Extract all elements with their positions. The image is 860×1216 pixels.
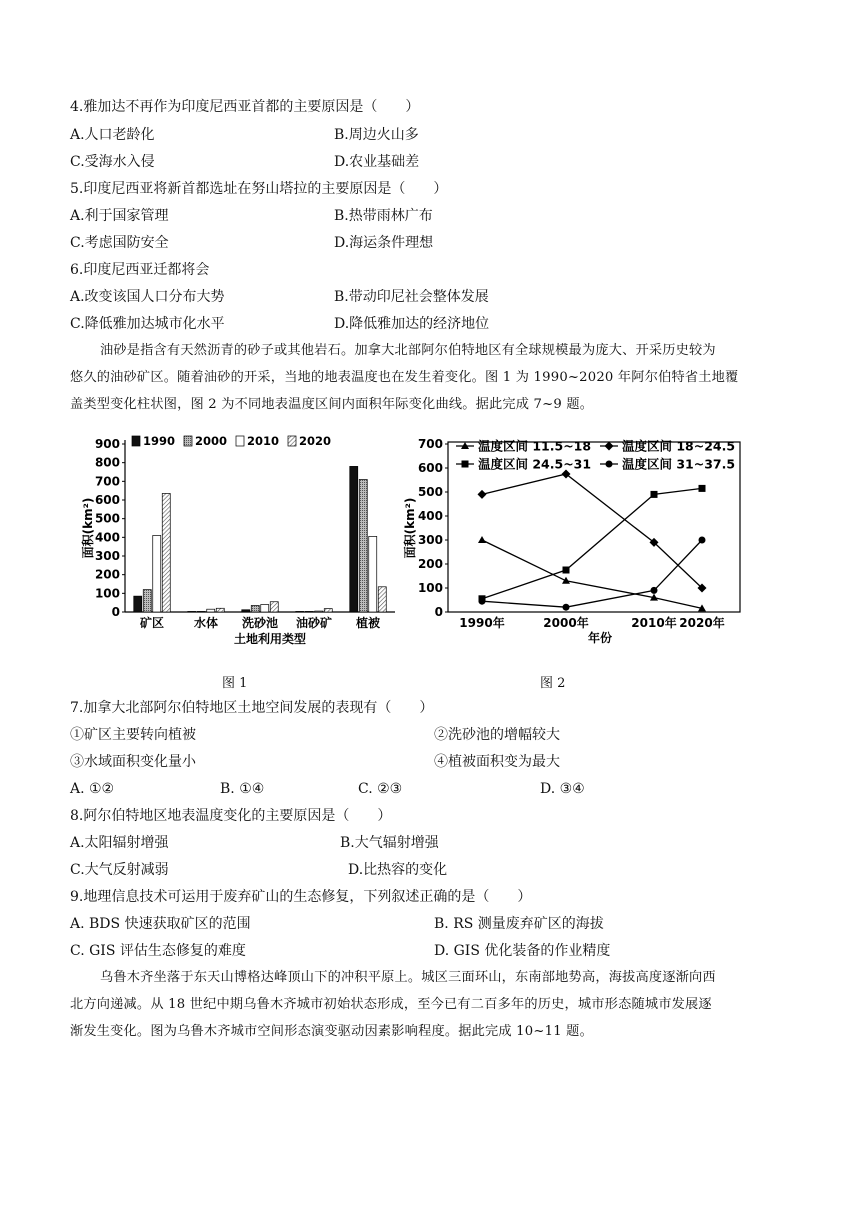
q5-option-c: C.考虑国防安全 xyxy=(70,235,169,251)
y-axis-label: 面积(km²) xyxy=(403,497,417,559)
legend-swatch xyxy=(132,436,140,446)
y-tick-label: 0 xyxy=(111,605,120,619)
y-tick-label: 300 xyxy=(417,533,443,547)
q9-option-d: D. GIS 优化装备的作业精度 xyxy=(434,943,611,959)
x-tick-label: 2010年 xyxy=(631,616,677,630)
bar xyxy=(134,596,142,612)
q4-option-d: D.农业基础差 xyxy=(334,154,420,170)
q7-statement-4: ④植被面积变为最大 xyxy=(434,754,560,770)
square-marker xyxy=(563,567,570,574)
q8-option-d: D.比热容的变化 xyxy=(348,862,448,878)
q8-option-c: C.大气反射减弱 xyxy=(70,862,169,878)
legend-label: 2000 xyxy=(195,434,228,448)
q8-option-b: B.大气辐射增强 xyxy=(340,835,439,851)
x-axis-label: 土地利用类型 xyxy=(233,632,307,646)
q8-option-a: A.太阳辐射增强 xyxy=(70,835,169,851)
y-tick-label: 100 xyxy=(94,586,120,601)
series-line xyxy=(482,474,702,588)
diamond-marker xyxy=(478,490,487,499)
q4-option-b: B.周边火山多 xyxy=(334,127,419,143)
y-tick-label: 0 xyxy=(434,605,443,619)
q9-stem: 9.地理信息技术可运用于废弃矿山的生态修复，下列叙述正确的是（ ） xyxy=(70,889,532,905)
bar xyxy=(251,605,259,612)
bar xyxy=(378,587,386,612)
bar xyxy=(197,611,205,612)
passage1-line2: 悠久的油砂矿区。随着油砂的开采，当地的地表温度也在发生着变化。图 1 为 1990~2020 年阿尔伯特省土地覆 xyxy=(70,370,739,385)
passage1-line1: 油砂是指含有天然沥青的砂子或其他岩石。加拿大北部阿尔伯特地区有全球规模最为庞大、开采历史较为 xyxy=(100,343,716,358)
bar xyxy=(305,611,313,612)
circle-marker xyxy=(699,537,706,544)
q9-option-b: B. RS 测量废弃矿区的海拔 xyxy=(434,916,604,932)
q7-option-d: D. ③④ xyxy=(540,781,585,797)
square-marker xyxy=(699,485,706,492)
y-axis-label: 面积(km²) xyxy=(81,497,95,559)
series-line xyxy=(482,540,702,607)
bar xyxy=(153,535,161,612)
bar xyxy=(216,608,224,612)
figure1-bar-chart xyxy=(70,432,400,652)
q7-statement-3: ③水域面积变化量小 xyxy=(70,754,196,770)
q5-option-b: B.热带雨林广布 xyxy=(334,208,433,224)
legend-label: 2020 xyxy=(299,434,332,448)
y-tick-label: 400 xyxy=(94,530,120,545)
q7-stem: 7.加拿大北部阿尔伯特地区土地空间发展的表现有（ ） xyxy=(70,700,434,716)
x-tick-label: 1990年 xyxy=(459,616,505,630)
q7-option-a: A. ①② xyxy=(70,781,115,797)
x-tick-label: 油砂矿 xyxy=(295,616,333,630)
circle-marker xyxy=(606,461,613,468)
passage2-line2: 北方向递减。从 18 世纪中期乌鲁木齐城市初始状态形成，至今已有二百多年的历史，城市形态随城市发展逐 xyxy=(70,997,712,1012)
x-tick-label: 水体 xyxy=(193,616,219,630)
legend-swatch xyxy=(288,436,296,446)
x-tick-label: 洗砂池 xyxy=(241,616,279,630)
q9-option-c: C. GIS 评估生态修复的难度 xyxy=(70,943,246,959)
q6-option-c: C.降低雅加达城市化水平 xyxy=(70,316,225,332)
passage1-line3: 盖类型变化柱状图，图 2 为不同地表温度区间内面积年际变化曲线。据此完成 7~9 题。 xyxy=(70,397,594,412)
bar xyxy=(315,611,323,612)
q6-option-d: D.降低雅加达的经济地位 xyxy=(334,316,490,332)
q4-option-a: A.人口老龄化 xyxy=(70,127,155,143)
square-marker xyxy=(462,461,469,468)
y-tick-label: 600 xyxy=(417,461,443,475)
q7-option-c: C. ②③ xyxy=(358,781,403,797)
passage2-line3: 渐发生变化。图为乌鲁木齐城市空间形态演变驱动因素影响程度。据此完成 10~11 题。 xyxy=(70,1024,593,1039)
legend-label: 2010 xyxy=(247,434,280,448)
bar xyxy=(324,609,332,612)
bar xyxy=(188,611,196,612)
x-axis-label: 年份 xyxy=(587,631,613,645)
circle-marker xyxy=(651,587,658,594)
legend-swatch xyxy=(236,436,244,446)
legend-label: 温度区间 18~24.5 xyxy=(622,438,736,454)
q6-option-a: A.改变该国人口分布大势 xyxy=(70,289,225,305)
diamond-marker xyxy=(605,442,614,451)
legend-label: 温度区间 11.5~18 xyxy=(478,438,592,454)
q7-statement-1: ①矿区主要转向植被 xyxy=(70,727,196,743)
figure1-caption: 图 1 xyxy=(222,676,248,691)
q5-option-a: A.利于国家管理 xyxy=(70,208,169,224)
bar xyxy=(143,590,151,612)
q5-stem: 5.印度尼西亚将新首都选址在努山塔拉的主要原因是（ ） xyxy=(70,181,448,197)
circle-marker xyxy=(479,598,486,605)
y-tick-label: 400 xyxy=(417,509,443,523)
q7-statement-2: ②洗砂池的增幅较大 xyxy=(434,727,560,743)
triangle-marker xyxy=(562,577,570,584)
x-tick-label: 植被 xyxy=(355,616,381,630)
series-line xyxy=(482,488,702,598)
x-tick-label: 矿区 xyxy=(139,616,165,630)
y-tick-label: 200 xyxy=(417,557,443,571)
bar xyxy=(369,536,377,612)
passage2-line1: 乌鲁木齐坐落于东天山博格达峰顶山下的冲积平原上。城区三面环山，东南部地势高，海拔高度逐渐向西 xyxy=(100,970,716,985)
bar xyxy=(242,610,250,612)
legend-label: 1990 xyxy=(143,434,176,448)
bar xyxy=(350,466,358,612)
q7-option-b: B. ①④ xyxy=(220,781,265,797)
figure2-line-chart xyxy=(400,432,750,652)
q4-stem: 4.雅加达不再作为印度尼西亚首都的主要原因是（ ） xyxy=(70,99,420,115)
y-tick-label: 100 xyxy=(417,581,443,595)
y-tick-label: 800 xyxy=(94,455,120,470)
q5-option-d: D.海运条件理想 xyxy=(334,235,434,251)
legend-label: 温度区间 31~37.5 xyxy=(622,456,736,472)
circle-marker xyxy=(563,604,570,611)
q8-stem: 8.阿尔伯特地区地表温度变化的主要原因是（ ） xyxy=(70,808,392,824)
bar xyxy=(261,605,269,612)
legend-swatch xyxy=(184,436,192,446)
bar xyxy=(359,479,367,612)
bar xyxy=(270,602,278,612)
figure2-caption: 图 2 xyxy=(540,676,566,691)
triangle-marker xyxy=(478,536,486,543)
square-marker xyxy=(651,491,658,498)
q6-stem: 6.印度尼西亚迁都将会 xyxy=(70,262,210,278)
y-tick-label: 700 xyxy=(417,437,443,451)
y-tick-label: 300 xyxy=(94,549,120,563)
y-tick-label: 500 xyxy=(417,485,443,499)
y-tick-label: 900 xyxy=(94,437,120,451)
y-tick-label: 600 xyxy=(94,493,120,507)
y-tick-label: 500 xyxy=(94,511,120,526)
bar xyxy=(162,493,170,612)
x-tick-label: 2020年 xyxy=(679,616,725,630)
y-tick-label: 700 xyxy=(94,474,120,489)
q9-option-a: A. BDS 快速获取矿区的范围 xyxy=(70,916,251,932)
q4-option-c: C.受海水入侵 xyxy=(70,154,155,170)
y-tick-label: 200 xyxy=(94,567,120,582)
legend-label: 温度区间 24.5~31 xyxy=(478,456,592,472)
x-tick-label: 2000年 xyxy=(543,616,589,630)
q6-option-b: B.带动印尼社会整体发展 xyxy=(334,289,489,305)
bar xyxy=(296,611,304,612)
bar xyxy=(207,609,215,612)
